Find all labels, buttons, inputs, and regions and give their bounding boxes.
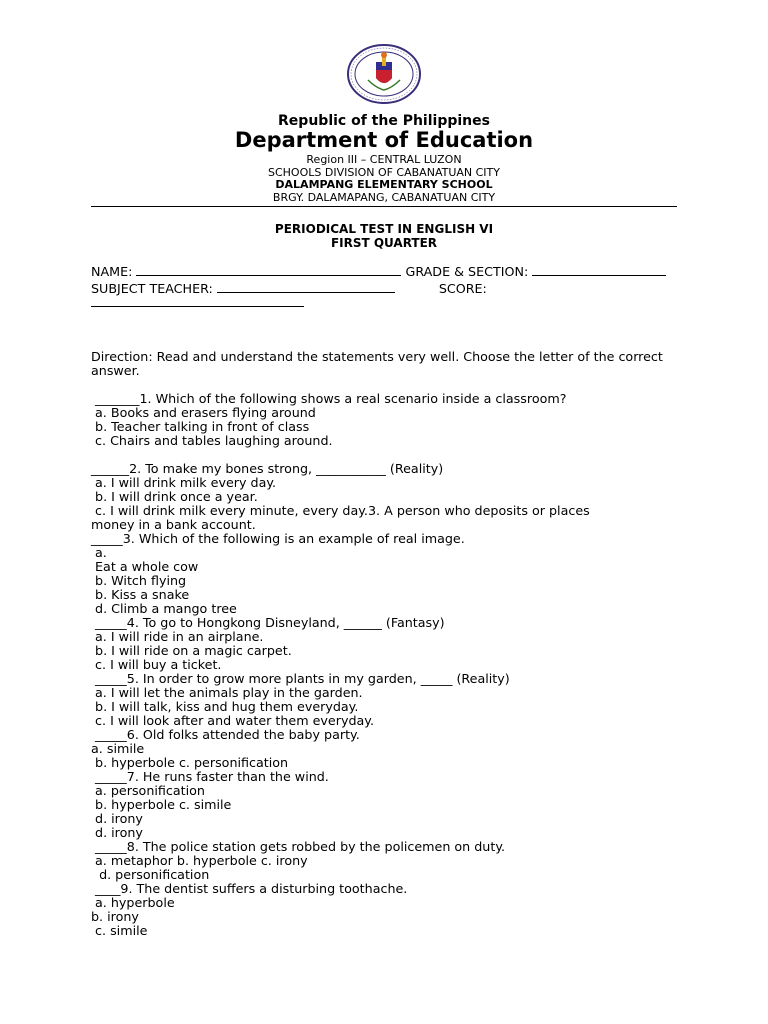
test-line: b. Kiss a snake: [91, 587, 190, 602]
school-address: BRGY. DALAMAPANG, CABANATUAN CITY: [272, 191, 496, 204]
test-line: a. personification: [91, 783, 205, 798]
test-title: PERIODICAL TEST IN ENGLISH VI: [274, 222, 494, 236]
test-line: ____9. The dentist suffers a disturbing toothache.: [91, 881, 408, 896]
republic-heading: Republic of the Philippines: [278, 113, 490, 129]
test-line: Eat a whole cow: [91, 559, 199, 574]
test-line: a. hyperbole: [91, 895, 175, 910]
test-line: ______2. To make my bones strong, ___________ (Reality): [91, 461, 444, 476]
test-line: d. personification: [91, 867, 210, 882]
subject-teacher-field[interactable]: [217, 282, 395, 293]
test-line: a. simile: [91, 741, 145, 756]
test-line: a. I will let the animals play in the garden.: [91, 685, 363, 700]
teacher-score-row: [91, 282, 487, 296]
score-row: [91, 296, 304, 310]
test-line: b. I will ride on a magic carpet.: [91, 643, 292, 658]
test-line: c. I will drink milk every minute, every day.3. A person who deposits or places: [91, 503, 590, 518]
test-line: d. irony: [91, 825, 143, 840]
test-quarter: FIRST QUARTER: [330, 236, 438, 250]
test-line: d. irony: [91, 811, 143, 826]
direction-line-1: Direction: Read and understand the statements very well. Choose the letter of the correct: [91, 349, 663, 364]
test-line: b. hyperbole c. simile: [91, 797, 232, 812]
test-line: _____6. Old folks attended the baby party.: [91, 727, 360, 742]
score-label: SCORE:: [438, 281, 487, 296]
test-line: d. Climb a mango tree: [91, 601, 237, 616]
test-line: _____8. The police station gets robbed by the policemen on duty.: [91, 839, 506, 854]
test-line: a. metaphor b. hyperbole c. irony: [91, 853, 308, 868]
test-line: _______1. Which of the following shows a real scenario inside a classroom?: [91, 391, 567, 406]
test-line: c. simile: [91, 923, 148, 938]
test-line: b. Teacher talking in front of class: [91, 419, 310, 434]
school-name: DALAMPANG ELEMENTARY SCHOOL: [275, 178, 493, 191]
deped-seal-logo: [346, 44, 422, 104]
test-line: _____4. To go to Hongkong Disneyland, ______ (Fantasy): [91, 615, 445, 630]
test-line: b. Witch flying: [91, 573, 187, 588]
test-line: _____5. In order to grow more plants in my garden, _____ (Reality): [91, 671, 510, 686]
teacher-label: SUBJECT TEACHER:: [91, 281, 217, 296]
test-line: a. Books and erasers flying around: [91, 405, 316, 420]
name-field[interactable]: [136, 265, 401, 276]
test-line: c. I will buy a ticket.: [91, 657, 222, 672]
region-text: Region III – CENTRAL LUZON: [306, 153, 462, 166]
test-line: b. hyperbole c. personification: [91, 755, 289, 770]
department-heading: Department of Education: [234, 128, 534, 152]
name-grade-row: [91, 265, 666, 279]
header-divider: [91, 206, 677, 207]
test-line: a.: [91, 545, 107, 560]
test-line: _____7. He runs faster than the wind.: [91, 769, 329, 784]
test-line: c. I will look after and water them everyday.: [91, 713, 375, 728]
test-line: a. I will ride in an airplane.: [91, 629, 264, 644]
test-line: a. I will drink milk every day.: [91, 475, 277, 490]
test-line: b. I will talk, kiss and hug them everyday.: [91, 699, 359, 714]
test-line: money in a bank account.: [91, 517, 256, 532]
test-line: b. I will drink once a year.: [91, 489, 258, 504]
direction-line-2: answer.: [91, 363, 140, 378]
score-field[interactable]: [91, 296, 304, 307]
name-label: NAME:: [91, 264, 137, 279]
test-line: c. Chairs and tables laughing around.: [91, 433, 333, 448]
test-line: _____3. Which of the following is an example of real image.: [91, 531, 465, 546]
division-text: SCHOOLS DIVISION OF CABANATUAN CITY: [268, 166, 500, 179]
grade-label: GRADE & SECTION:: [401, 264, 533, 279]
test-line: b. irony: [91, 909, 139, 924]
grade-section-field[interactable]: [532, 265, 666, 276]
